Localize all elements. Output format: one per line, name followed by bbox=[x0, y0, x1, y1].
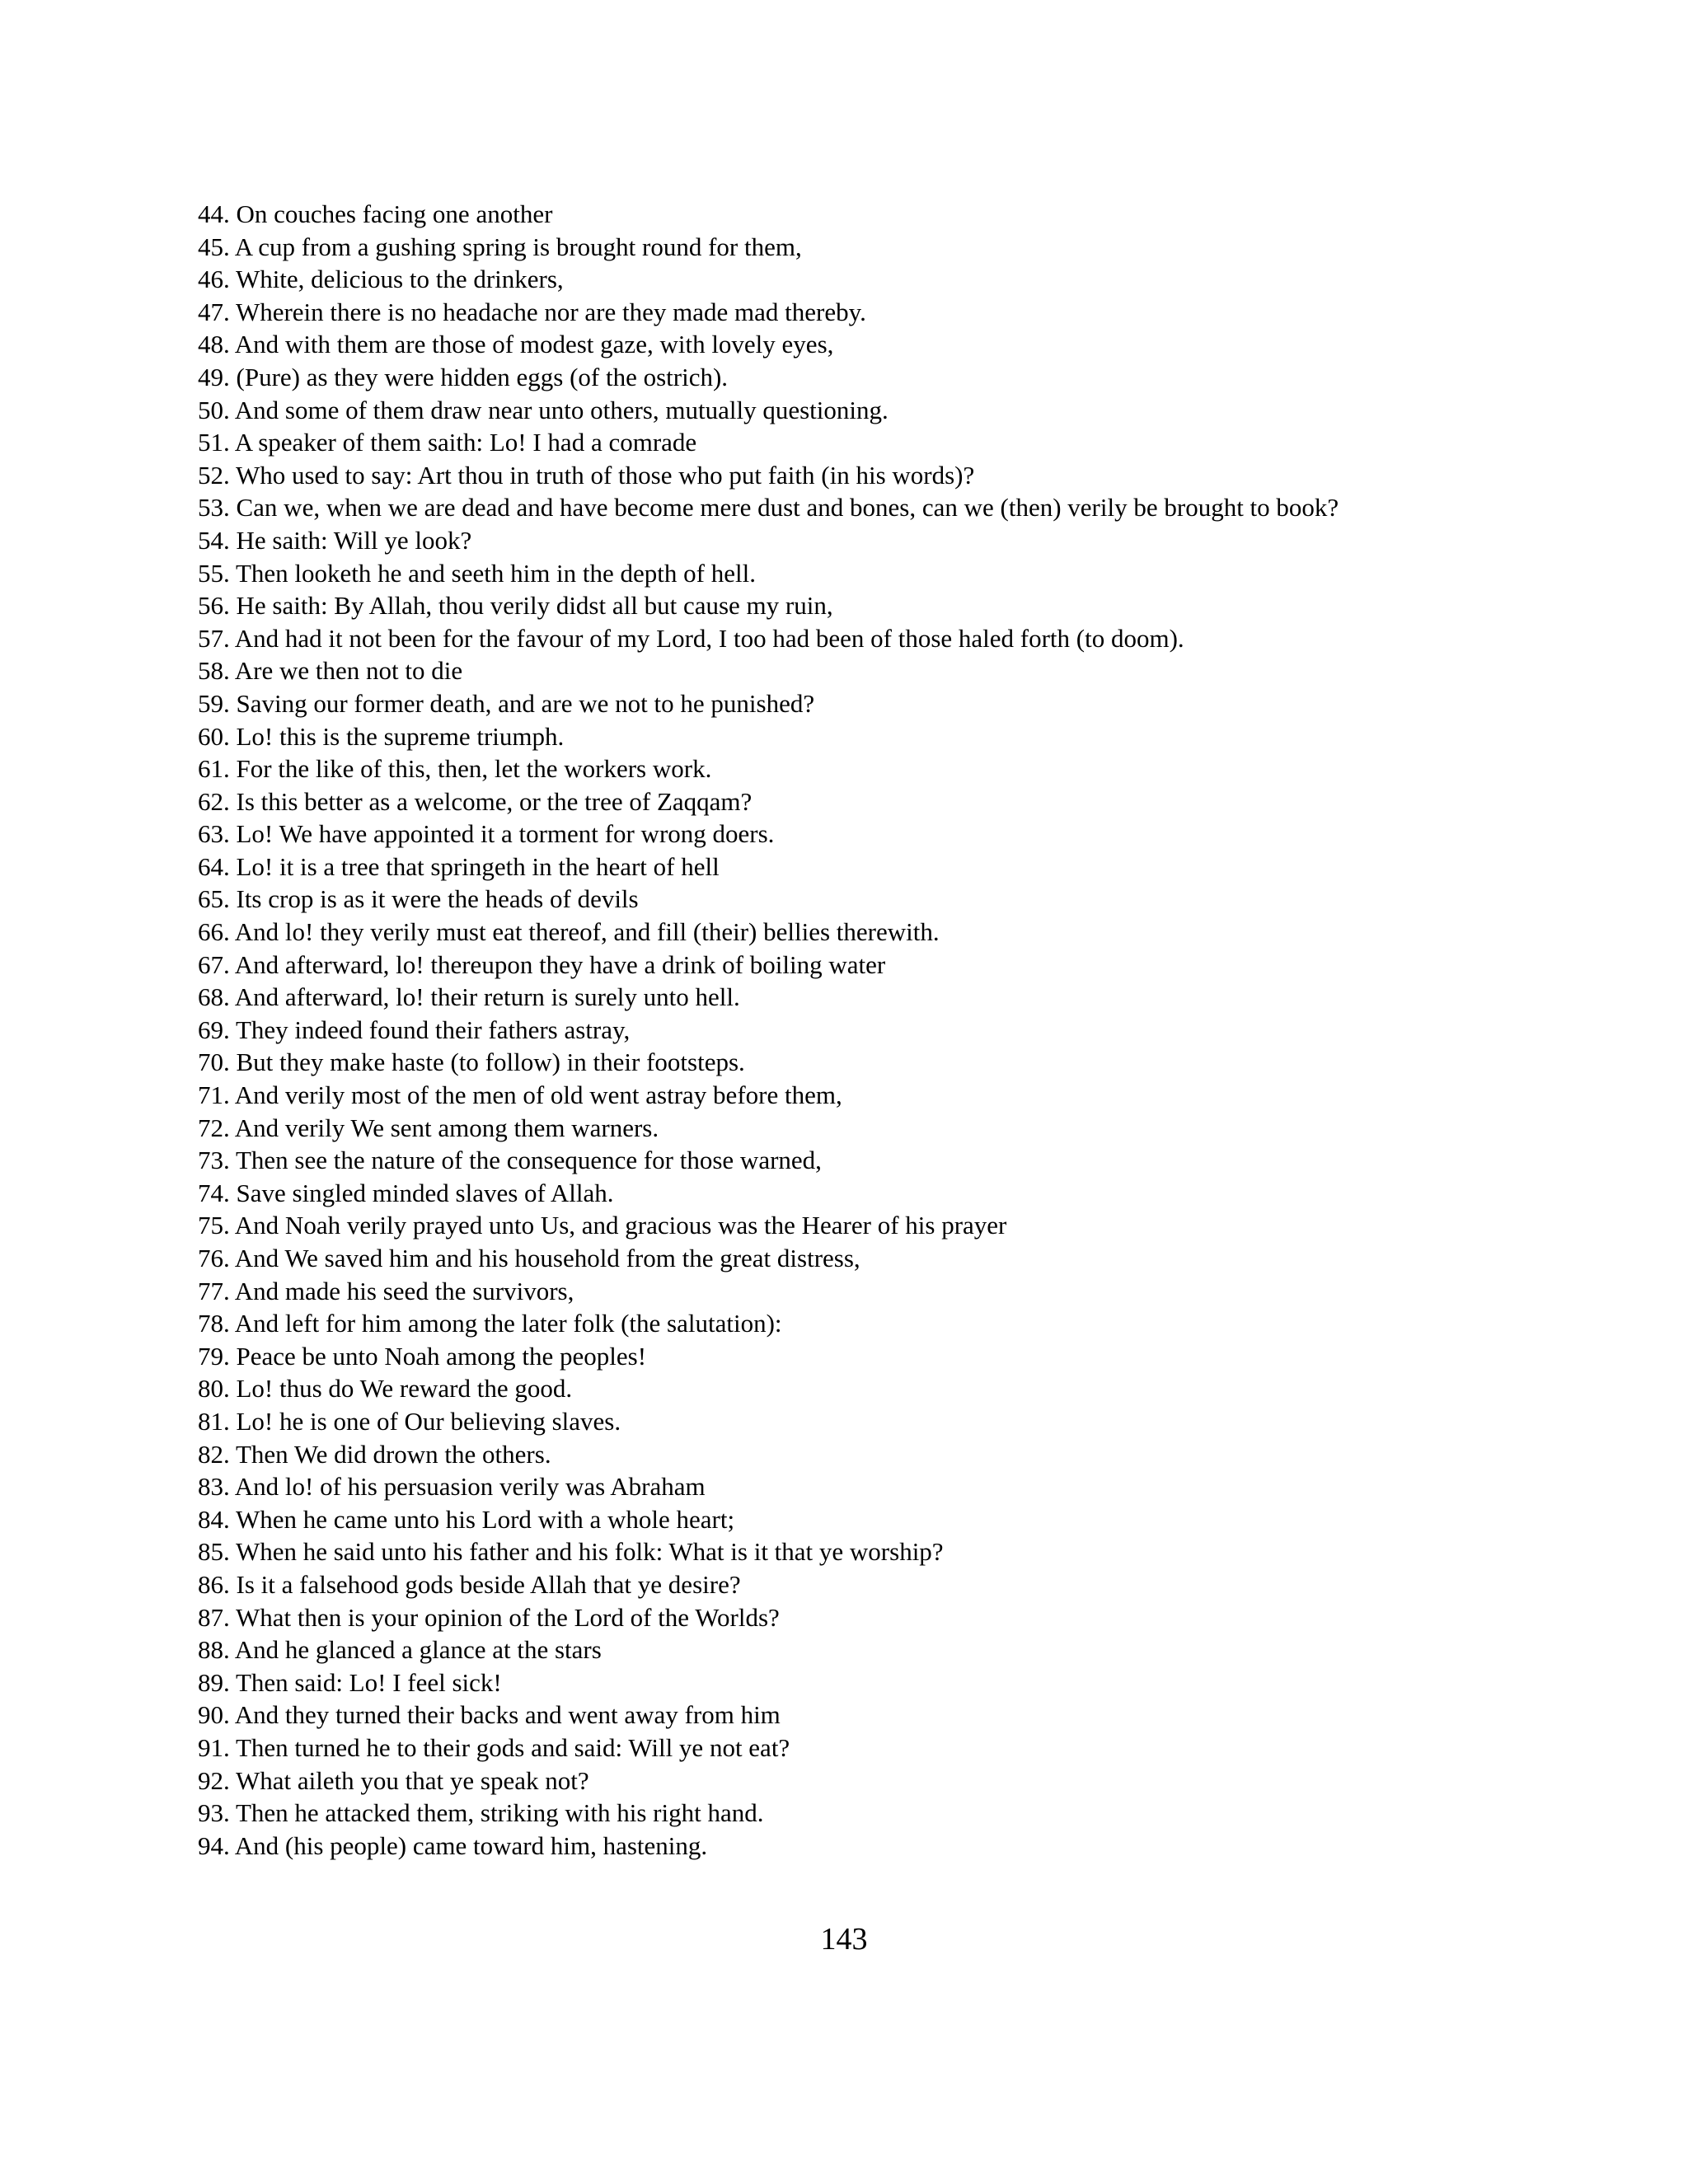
verse-line: 82. Then We did drown the others. bbox=[198, 1439, 551, 1469]
verse-line: 72. And verily We sent among them warners. bbox=[198, 1113, 659, 1142]
verse-line: 71. And verily most of the men of old went astray before them, bbox=[198, 1080, 842, 1110]
verse-line: 65. Its crop is as it were the heads of devils bbox=[198, 884, 639, 914]
verse-line: 83. And lo! of his persuasion verily was Abraham bbox=[198, 1472, 706, 1502]
verse-line: 76. And We saved him and his household from the great distress, bbox=[198, 1244, 860, 1272]
verse-line: 54. He saith: Will ye look? bbox=[198, 525, 472, 555]
verse-line: 48. And with them are those of modest gaze, with lovely eyes, bbox=[198, 330, 834, 359]
verse-line: 44. On couches facing one another bbox=[198, 199, 553, 228]
verse-line: 73. Then see the nature of the consequence for those warned, bbox=[198, 1146, 822, 1175]
verse-line: 78. And left for him among the later folk (the salutation): bbox=[198, 1309, 782, 1338]
verse-line: 84. When he came unto his Lord with a whole heart; bbox=[198, 1504, 735, 1534]
verse-line: 51. A speaker of them saith: Lo! I had a comrade bbox=[198, 428, 697, 457]
verse-list bbox=[198, 198, 1599, 1862]
verse-line: 49. (Pure) as they were hidden eggs (of the ostrich). bbox=[198, 362, 729, 391]
verse-line: 55. Then looketh he and seeth him in the depth of hell. bbox=[198, 558, 756, 588]
verse-line: 53. Can we, when we are dead and have become mere dust and bones, can we (then) verily be brought to book? bbox=[198, 493, 1339, 523]
verse-line: 89. Then said: Lo! I feel sick! bbox=[198, 1667, 502, 1697]
verse-line: 88. And he glanced a glance at the stars bbox=[198, 1635, 602, 1665]
verse-line: 68. And afterward, lo! their return is surely unto hell. bbox=[198, 982, 740, 1012]
verse-line: 58. Are we then not to die bbox=[198, 656, 463, 686]
verse-line: 64. Lo! it is a tree that springeth in the heart of hell bbox=[198, 851, 720, 881]
verse-line: 93. Then he attacked them, striking with his right hand. bbox=[198, 1798, 764, 1828]
verse-line: 56. He saith: By Allah, thou verily didst all but cause my ruin, bbox=[198, 591, 833, 621]
verse-line: 77. And made his seed the survivors, bbox=[198, 1276, 574, 1305]
verse-line: 90. And they turned their backs and went away from him bbox=[198, 1700, 781, 1730]
verse-line: 52. Who used to say: Art thou in truth of those who put faith (in his words)? bbox=[198, 460, 975, 490]
verse-line: 57. And had it not been for the favour of my Lord, I too had been of those haled forth (to doom). bbox=[198, 623, 1184, 653]
verse-line: 45. A cup from a gushing spring is brought round for them, bbox=[198, 232, 802, 261]
verse-line: 59. Saving our former death, and are we not to he punished? bbox=[198, 688, 815, 718]
verse-line: 74. Save singled minded slaves of Allah. bbox=[198, 1178, 614, 1207]
verse-line: 80. Lo! thus do We reward the good. bbox=[198, 1374, 573, 1404]
page-number: 143 bbox=[820, 1922, 868, 1957]
verse-line: 85. When he said unto his father and his folk: What is it that ye worship? bbox=[198, 1537, 944, 1567]
verse-line: 67. And afterward, lo! thereupon they have a drink of boiling water bbox=[198, 949, 886, 979]
verse-line: 60. Lo! this is the supreme triumph. bbox=[198, 721, 565, 751]
verse-line: 50. And some of them draw near unto others, mutually questioning. bbox=[198, 395, 889, 424]
verse-line: 92. What aileth you that ye speak not? bbox=[198, 1765, 589, 1795]
verse-line: 61. For the like of this, then, let the workers work. bbox=[198, 754, 712, 784]
verse-line: 81. Lo! he is one of Our believing slaves. bbox=[198, 1406, 621, 1436]
verse-line: 46. White, delicious to the drinkers, bbox=[198, 265, 564, 294]
verse-line: 66. And lo! they verily must eat thereof, and fill (their) bellies therewith. bbox=[198, 917, 940, 947]
verse-line: 87. What then is your opinion of the Lord of the Worlds? bbox=[198, 1602, 780, 1632]
verse-line: 63. Lo! We have appointed it a torment for wrong doers. bbox=[198, 819, 775, 849]
verse-line: 94. And (his people) came toward him, hastening. bbox=[198, 1830, 708, 1860]
verse-line: 91. Then turned he to their gods and said: Will ye not eat? bbox=[198, 1732, 790, 1762]
verse-line: 86. Is it a falsehood gods beside Allah that ye desire? bbox=[198, 1569, 741, 1599]
verse-line: 75. And Noah verily prayed unto Us, and gracious was the Hearer of his prayer bbox=[198, 1211, 1007, 1240]
verse-line: 79. Peace be unto Noah among the peoples! bbox=[198, 1341, 647, 1371]
verse-line: 70. But they make haste (to follow) in their footsteps. bbox=[198, 1047, 745, 1077]
verse-line: 62. Is this better as a welcome, or the tree of Zaqqam? bbox=[198, 786, 753, 816]
verse-line: 69. They indeed found their fathers astray, bbox=[198, 1015, 631, 1044]
verse-line: 47. Wherein there is no headache nor are they made mad thereby. bbox=[198, 297, 866, 326]
